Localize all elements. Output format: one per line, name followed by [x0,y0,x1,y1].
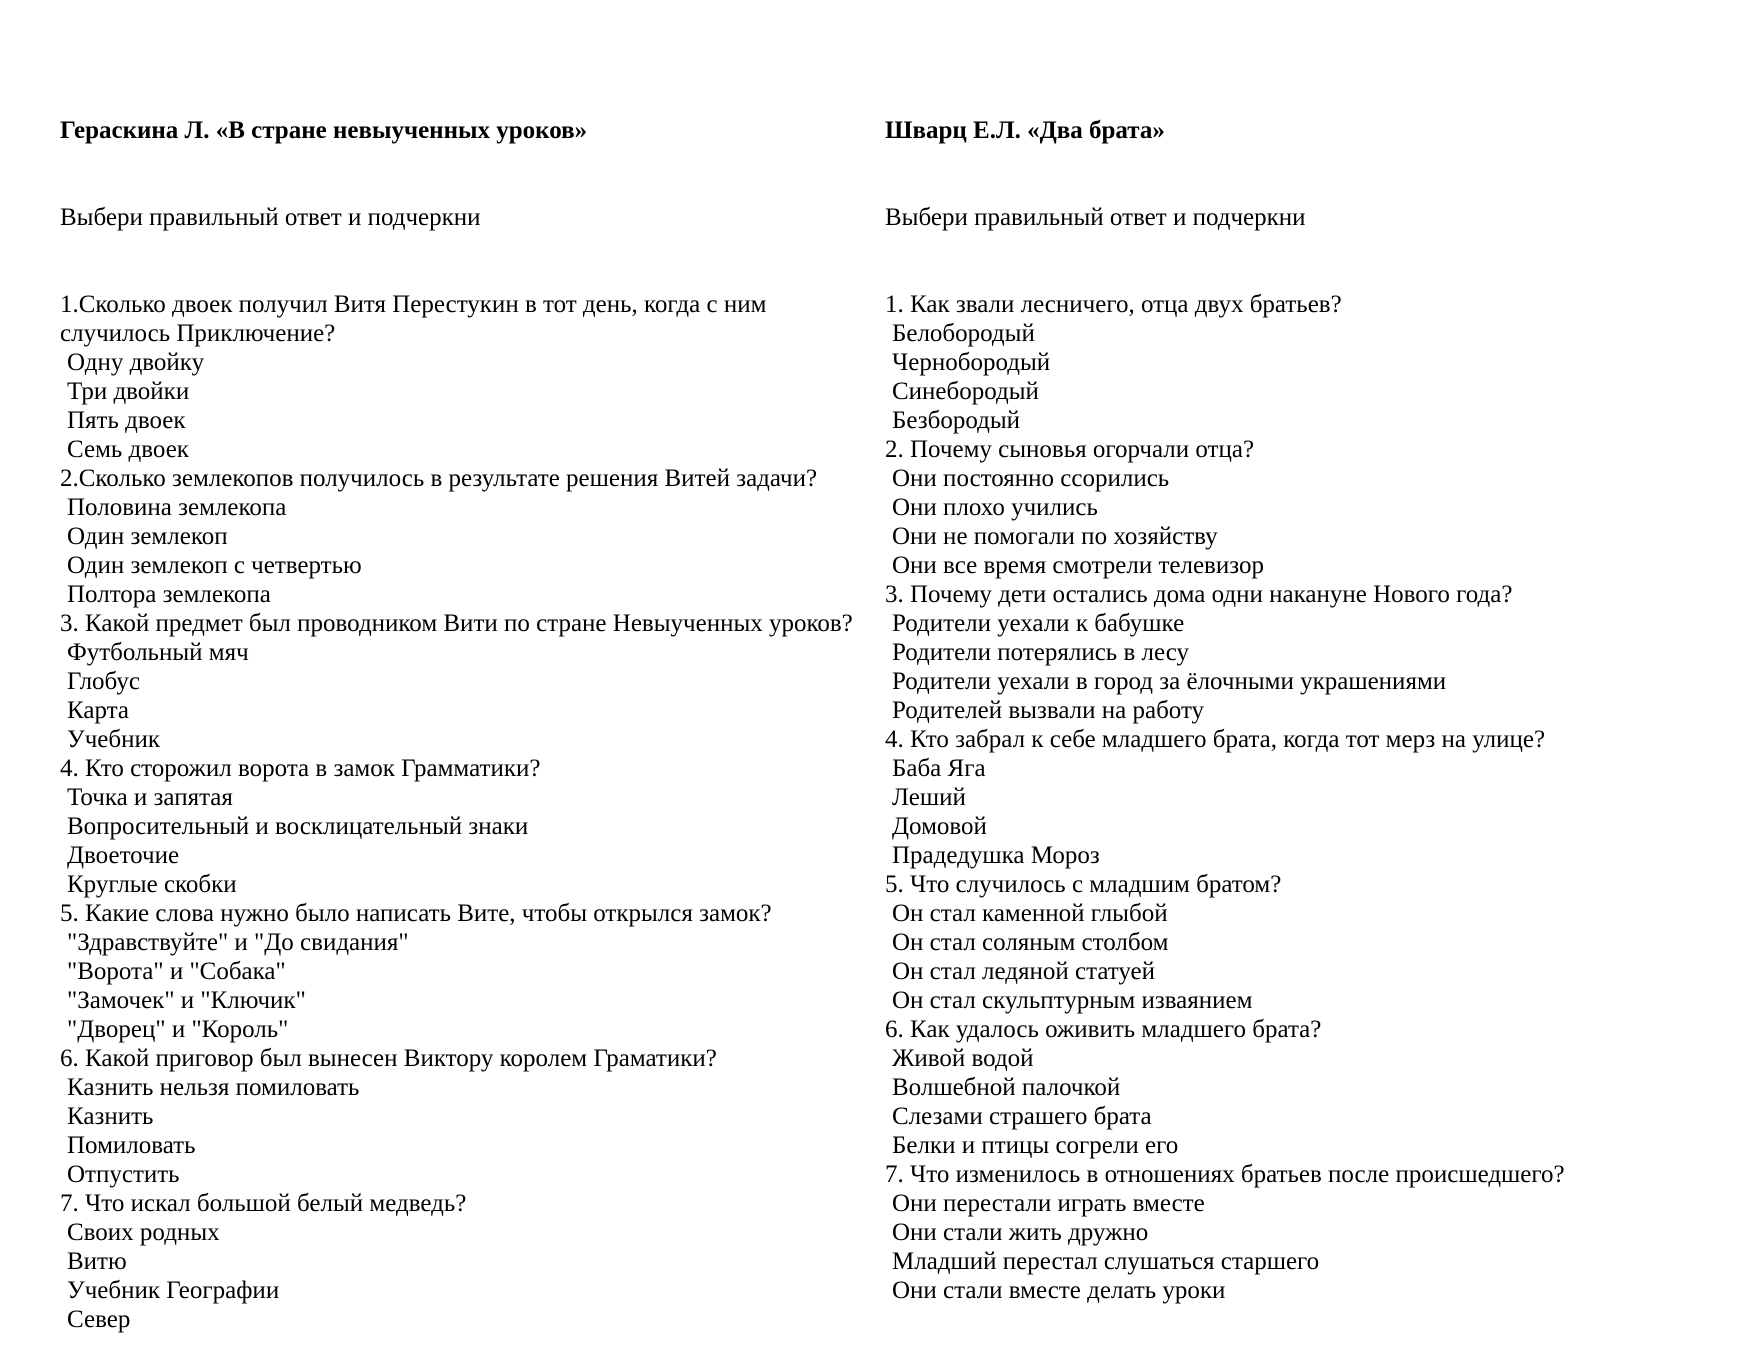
answer-option: Они все время смотрели телевизор [892,552,1264,579]
answer-option: Безбородый [892,407,1021,434]
answer-option: Они не помогали по хозяйству [892,523,1218,550]
quiz-instruction: Выбери правильный ответ и подчеркни [60,204,481,231]
answer-option: Он стал соляным столбом [892,929,1169,956]
answer-option: Синебородый [892,378,1039,405]
answer-option: Он стал каменной глыбой [892,900,1168,927]
answer-option: Он стал ледяной статуей [892,958,1156,985]
answer-option: Они стали жить дружно [892,1219,1149,1246]
quiz-right-column [885,58,1705,1334]
question-block [60,464,860,609]
answer-option: Глобус [67,668,140,695]
answer-option: Север [67,1306,131,1333]
question-block [60,754,860,899]
answer-option: Вопросительный и восклицательный знаки [67,813,529,840]
answer-option: Белки и птицы согрели его [892,1132,1179,1159]
question-block [60,609,860,754]
answer-option: Волшебной палочкой [892,1074,1121,1101]
question-block [60,1189,860,1334]
answer-option: Чернобородый [892,349,1051,376]
answer-option: Они стали вместе делать уроки [892,1277,1226,1304]
quiz-title: Шварц Е.Л. «Два брата» [885,117,1165,144]
question-text: 7. Что изменилось в отношениях братьев после происшедшего? [885,1161,1565,1188]
answer-option: Родителей вызвали на работу [892,697,1205,724]
question-text: 1. Как звали лесничего, отца двух братьев? [885,291,1342,318]
answer-option: Белобородый [892,320,1035,347]
answer-option: Они перестали играть вместе [892,1190,1205,1217]
answer-option: Карта [67,697,129,724]
answer-option: Половина землекопа [67,494,287,521]
question-block [885,1160,1705,1305]
answer-option: Своих родных [67,1219,220,1246]
question-block [885,435,1705,580]
answer-option: Пять двоек [67,407,186,434]
answer-option: "Здравствуйте" и "До свидания" [67,929,409,956]
answer-option: Младший перестал слушаться старшего [892,1248,1320,1275]
question-block [885,1015,1705,1160]
question-list [60,290,860,1334]
answer-option: Родители уехали к бабушке [892,610,1185,637]
question-text: 3. Какой предмет был проводником Вити по стране Невыученных уроков? [60,610,853,637]
quiz-title: Гераскина Л. «В стране невыученных уроков» [60,117,588,144]
answer-option: Он стал скульптурным изваянием [892,987,1253,1014]
answer-option: Круглые скобки [67,871,237,898]
question-text: 7. Что искал большой белый медведь? [60,1190,467,1217]
question-block [60,290,860,464]
question-block [60,1044,860,1189]
answer-option: Казнить нельзя помиловать [67,1074,360,1101]
answer-option: Футбольный мяч [67,639,249,666]
answer-option: Семь двоек [67,436,189,463]
answer-option: Помиловать [67,1132,196,1159]
answer-option: "Дворец" и "Король" [67,1016,289,1043]
question-list [885,290,1705,1305]
answer-option: Отпустить [67,1161,180,1188]
answer-option: Слезами страшего брата [892,1103,1152,1130]
answer-option: Три двойки [67,378,190,405]
quiz-left-column [60,58,860,1363]
answer-option: Домовой [892,813,987,840]
question-text: 5. Какие слова нужно было написать Вите, чтобы открылся замок? [60,900,772,927]
question-text: 2. Почему сыновья огорчали отца? [885,436,1255,463]
answer-option: Один землекоп [67,523,228,550]
question-text: 2.Сколько землекопов получилось в результате решения Витей задачи? [60,465,818,492]
question-block [60,899,860,1044]
answer-option: "Замочек" и "Ключик" [67,987,306,1014]
quiz-instruction: Выбери правильный ответ и подчеркни [885,204,1306,231]
answer-option: Двоеточие [67,842,180,869]
question-text: 4. Кто забрал к себе младшего брата, когда тот мерз на улице? [885,726,1546,753]
answer-option: Полтора землекопа [67,581,271,608]
answer-option: Баба Яга [892,755,986,782]
answer-option: Точка и запятая [67,784,233,811]
answer-option: Родители потерялись в лесу [892,639,1189,666]
answer-option: Они плохо учились [892,494,1098,521]
question-text: 6. Как удалось оживить младшего брата? [885,1016,1322,1043]
question-block [885,580,1705,725]
answer-option: Казнить [67,1103,154,1130]
answer-option: Они постоянно ссорились [892,465,1170,492]
question-block [885,290,1705,435]
answer-option: Один землекоп с четвертью [67,552,362,579]
question-text: 6. Какой приговор был вынесен Виктору королем Граматики? [60,1045,717,1072]
question-text: 3. Почему дети остались дома одни накануне Нового года? [885,581,1513,608]
answer-option: Учебник [67,726,160,753]
question-text: 1.Сколько двоек получил Витя Перестукин в тот день, когда с ним [60,291,767,318]
answer-option: Леший [892,784,966,811]
answer-option: Прадедушка Мороз [892,842,1100,869]
question-text: 5. Что случилось с младшим братом? [885,871,1282,898]
question-block [885,725,1705,870]
answer-option: Витю [67,1248,127,1275]
answer-option: "Ворота" и "Собака" [67,958,286,985]
answer-option: Живой водой [892,1045,1034,1072]
answer-option: Одну двойку [67,349,205,376]
answer-option: Родители уехали в город за ёлочными украшениями [892,668,1447,695]
question-block [885,870,1705,1015]
question-text: случилось Приключение? [60,320,336,347]
question-text: 4. Кто сторожил ворота в замок Грамматики? [60,755,541,782]
answer-option: Учебник Географии [67,1277,280,1304]
